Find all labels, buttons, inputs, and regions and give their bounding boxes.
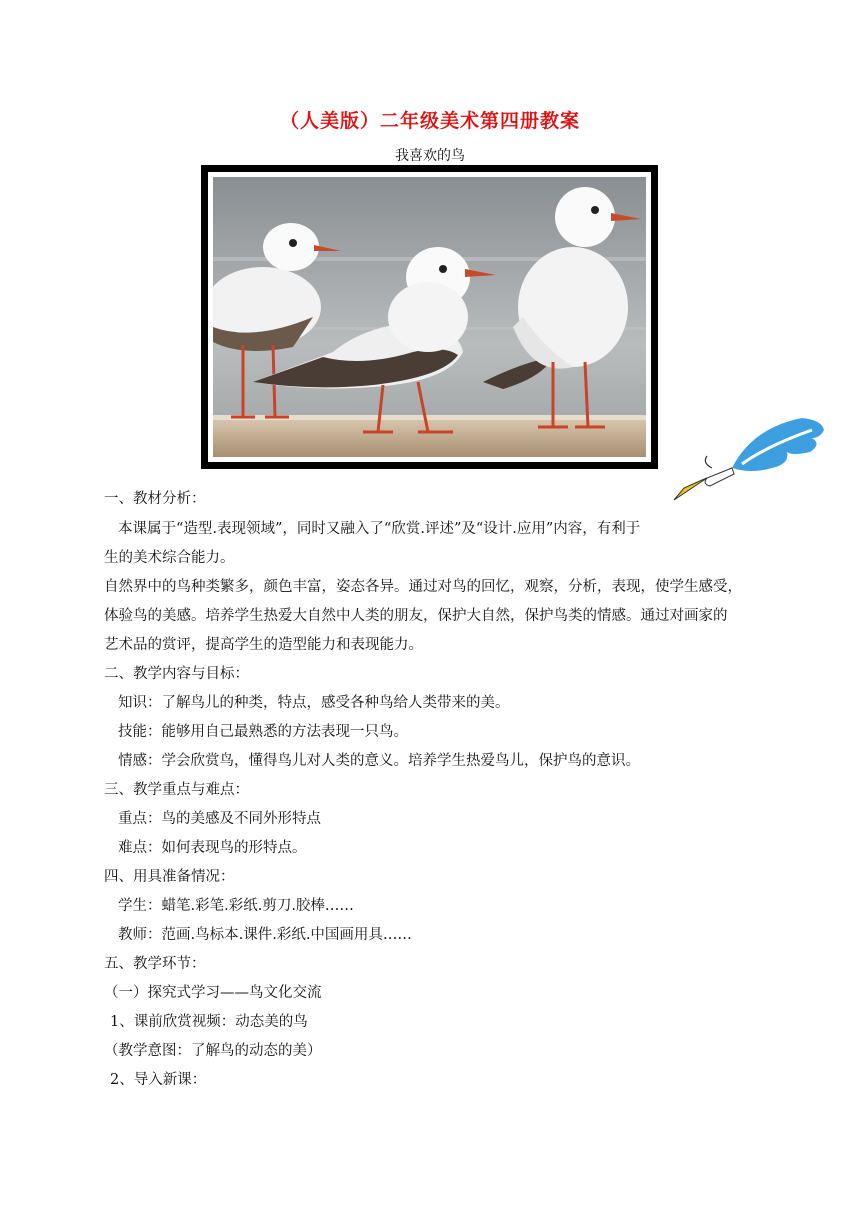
section-heading-3: 三、教学重点与难点： bbox=[104, 782, 249, 798]
subsection-heading: （一）探究式学习——鸟文化交流 bbox=[104, 985, 322, 1001]
paragraph-line: 重点：鸟的美感及不同外形特点 bbox=[118, 811, 321, 827]
paragraph-line: 生的美术综合能力。 bbox=[104, 550, 235, 566]
paragraph-line: 难点：如何表现鸟的形特点。 bbox=[118, 840, 307, 856]
list-item: 1、课前欣赏视频：动态美的鸟 bbox=[110, 1014, 308, 1030]
paragraph-line: 情感：学会欣赏鸟，懂得鸟儿对人类的意义。培养学生热爱鸟儿，保护鸟的意识。 bbox=[118, 753, 640, 769]
section-heading-1: 一、教材分析： bbox=[104, 491, 206, 507]
paragraph-line: 知识：了解鸟儿的种类，特点，感受各种鸟给人类带来的美。 bbox=[118, 695, 510, 711]
paragraph-line: 艺术品的赏评，提高学生的造型能力和表现能力。 bbox=[104, 637, 423, 653]
seagull-photo bbox=[201, 165, 658, 469]
section-heading-2: 二、教学内容与目标： bbox=[104, 666, 249, 682]
paragraph-line: 学生：蜡笔.彩笔.彩纸.剪刀.胶棒…… bbox=[118, 898, 354, 914]
seagull-illustration bbox=[213, 177, 646, 457]
document-title: （人美版）二年级美术第四册教案 bbox=[279, 110, 580, 132]
paragraph-line: 技能：能够用自己最熟悉的方法表现一只鸟。 bbox=[118, 724, 408, 740]
section-heading-5: 五、教学环节： bbox=[104, 956, 206, 972]
list-item: 2、导入新课： bbox=[110, 1072, 207, 1088]
paragraph-line: 体验鸟的美感。培养学生热爱大自然中人类的朋友，保护大自然，保护鸟类的情感。通过对画家的 bbox=[104, 608, 728, 624]
paragraph-line: （教学意图：了解鸟的动态的美） bbox=[104, 1043, 322, 1059]
paragraph-line: 教师：范画.鸟标本.课件.彩纸.中国画用具…… bbox=[118, 927, 412, 943]
quill-pen-icon bbox=[672, 408, 828, 504]
document-subtitle: 我喜欢的鸟 bbox=[395, 148, 465, 164]
section-heading-4: 四、用具准备情况： bbox=[104, 869, 235, 885]
paragraph-line: 自然界中的鸟种类繁多，颜色丰富，姿态各异。通过对鸟的回忆，观察，分析，表现，使学生感受， bbox=[104, 579, 742, 595]
paragraph-line: 本课属于“造型.表现领域”，同时又融入了“欣赏.评述”及“设计.应用”内容，有利于 bbox=[118, 521, 641, 537]
